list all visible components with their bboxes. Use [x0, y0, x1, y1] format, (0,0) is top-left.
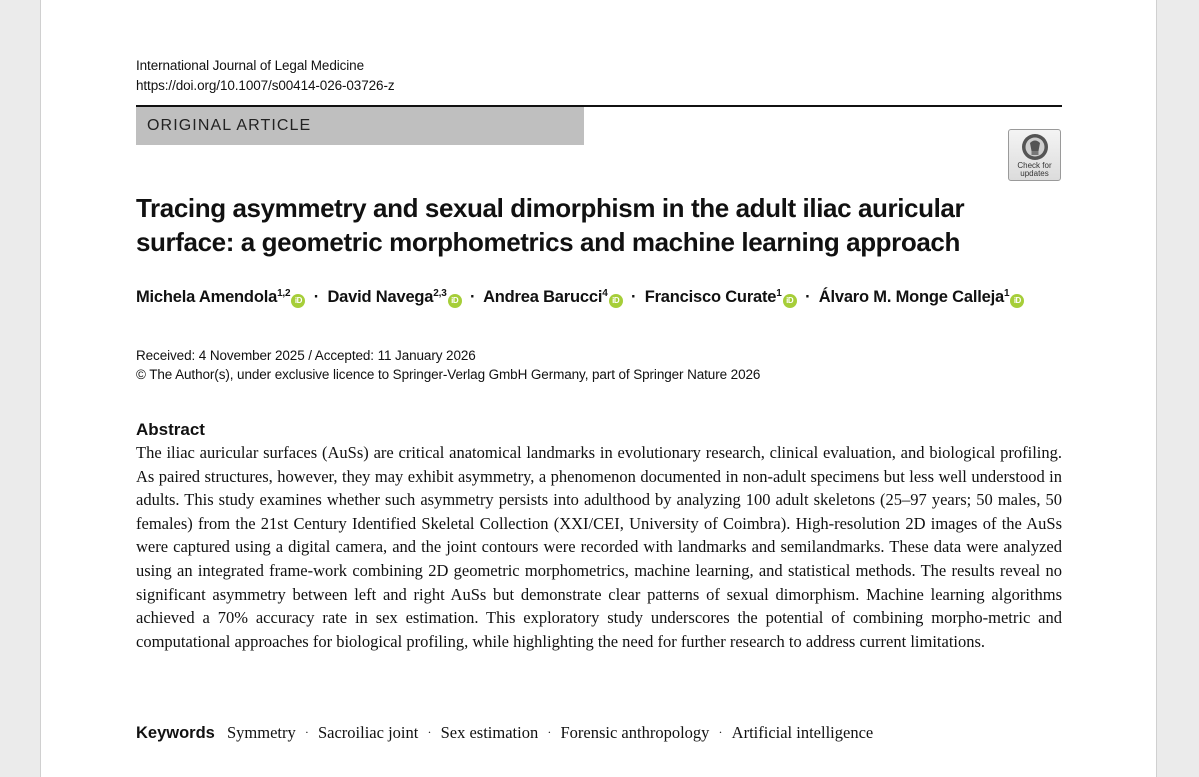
title-line2: surface: a geometric morphometrics and machine learning approach — [136, 227, 960, 257]
journal-name: International Journal of Legal Medicine — [136, 58, 364, 73]
author-affiliation: 2,3 — [433, 288, 447, 299]
keyword-separator: · — [427, 725, 432, 739]
keywords-label: Keywords — [136, 724, 215, 742]
orcid-icon[interactable]: iD — [1010, 294, 1024, 308]
copyright-line: © The Author(s), under exclusive licence to Springer-Verlag GmbH Germany, part of Springer Nature 2026 — [136, 367, 761, 382]
author-name: Michela Amendola — [136, 288, 278, 306]
author — [483, 288, 623, 306]
keyword-separator: · — [304, 725, 309, 739]
orcid-icon[interactable]: iD — [609, 294, 623, 308]
keyword: Artificial intelligence — [731, 723, 874, 742]
keyword: Forensic anthropology — [560, 723, 710, 742]
author — [136, 288, 305, 306]
pdf-page — [40, 0, 1157, 777]
author-affiliation: 4 — [602, 288, 608, 299]
keyword-separator: · — [547, 725, 552, 739]
author-affiliation: 1,2 — [277, 288, 291, 299]
author-name: David Navega — [327, 288, 434, 306]
keyword-separator: · — [718, 725, 723, 739]
author-separator: · — [805, 288, 811, 306]
check-updates-line2: updates — [1020, 169, 1049, 178]
check-updates-line1: Check for — [1017, 161, 1052, 170]
author — [645, 288, 797, 306]
author-list — [136, 288, 1096, 308]
article-title — [136, 191, 1036, 259]
author-affiliation: 1 — [1003, 288, 1010, 299]
author-separator: · — [631, 288, 637, 306]
keyword: Sex estimation — [440, 723, 539, 742]
orcid-icon[interactable]: iD — [291, 294, 305, 308]
author-separator: · — [313, 288, 320, 306]
keyword: Sacroiliac joint — [317, 723, 419, 742]
orcid-icon[interactable]: iD — [783, 294, 797, 308]
author-separator: · — [469, 288, 476, 306]
article-dates — [136, 346, 760, 384]
author — [819, 288, 1025, 306]
author — [327, 288, 461, 306]
journal-info — [136, 56, 395, 96]
article-type-label: ORIGINAL ARTICLE — [147, 117, 312, 134]
check-updates-text — [1009, 162, 1060, 178]
keyword: Symmetry — [226, 723, 296, 742]
doi-link[interactable]: https://doi.org/10.1007/s00414-026-03726-z — [136, 78, 395, 93]
title-line1: Tracing asymmetry and sexual dimorphism in the adult iliac auricular — [136, 193, 965, 223]
check-updates-icon — [1021, 133, 1049, 161]
received-accepted: Received: 4 November 2025 / Accepted: 11 January 2026 — [136, 348, 476, 363]
author-name: Álvaro M. Monge Calleja — [818, 288, 1004, 306]
abstract-text: The iliac auricular surfaces (AuSs) are critical anatomical landmarks in evolutionary research, clinical evaluation, and biological profiling. As paired structures, however, they may exhibit asymmetry, a phenomenon documented in non-adult specimens but less well understood in adults. This study examines whether such asymmetry persists into adulthood by analyzing 100 adult skeletons (25–97 years; 50 males, 50 females) from the 21st Century Identified Skeletal Collection (XXI/CEI, University of Coimbra). High-resolution 2D images of the AuSs were captured using a digital camera, and the joint contours were recorded with landmarks and semilandmarks. These data were analyzed using an integrated frame-work combining 2D geometric morphometrics, machine learning, and statistical methods. The results reveal no significant asymmetry between left and right AuSs but demonstrate clear patterns of sexual dimorphism. Machine learning algorithms achieved a 70% accuracy rate in sex estimation. This exploratory study underscores the potential of combining morpho-metric and computational approaches for biological profiling, while highlighting the need for further research to address current limitations. — [136, 443, 1062, 651]
abstract-heading: Abstract — [136, 420, 205, 439]
orcid-icon[interactable]: iD — [448, 294, 462, 308]
keywords-line — [136, 723, 1062, 743]
author-name: Andrea Barucci — [483, 288, 603, 306]
check-for-updates-button[interactable] — [1008, 129, 1061, 181]
article-type-band — [136, 107, 584, 145]
author-name: Francisco Curate — [644, 288, 777, 306]
author-affiliation: 1 — [776, 288, 782, 299]
